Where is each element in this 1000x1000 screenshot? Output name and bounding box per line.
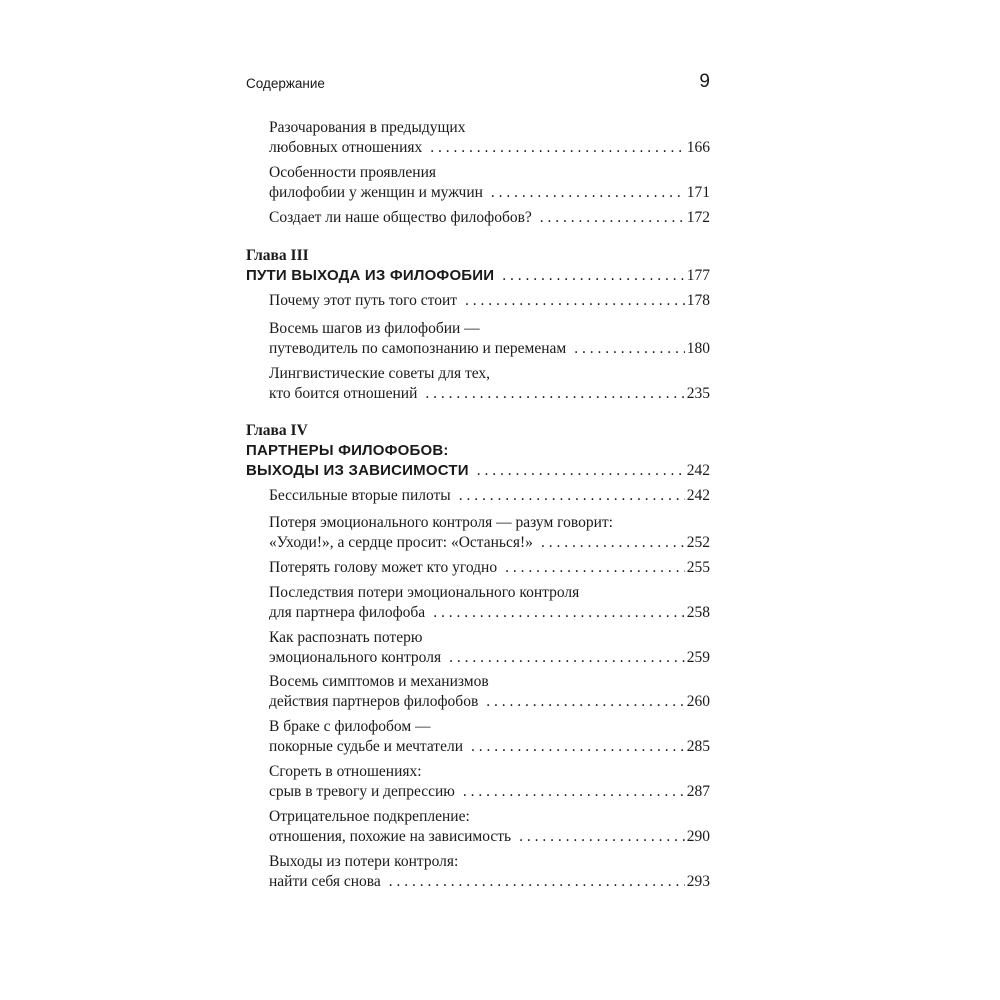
toc-entry[interactable]: Бессильные вторые пилоты . . . 242 (269, 485, 710, 507)
toc-entry-line1: Сгореть в отношениях: (269, 763, 422, 780)
leader-dots (541, 532, 685, 554)
toc-entry[interactable]: любовных отношениях . . . 166 (269, 137, 710, 159)
page-number: 9 (699, 71, 710, 92)
toc-entry-line1: Восемь симптомов и механизмов (269, 673, 489, 690)
toc-entry-line1: Последствия потери эмоционального контроля (269, 584, 580, 601)
leader-dots (491, 182, 685, 204)
toc-entry-line1: Особенности проявления (269, 164, 437, 181)
leader-dots (519, 826, 685, 848)
toc-page-number: 178 (686, 292, 710, 309)
leader-dots (540, 207, 685, 229)
toc-page-number: 166 (686, 139, 710, 156)
chapter-title[interactable]: ВЫХОДЫ ИЗ ЗАВИСИМОСТИ . . . 242 (246, 460, 710, 482)
toc-entry[interactable]: действия партнеров филофобов . . . 260 (269, 691, 710, 713)
toc-entry[interactable]: найти себя снова . . . 293 (269, 871, 710, 893)
toc-entry[interactable]: путеводитель по самопознанию и переменам . . . 180 (269, 338, 710, 360)
toc-entry-line1: Выходы из потери контроля: (269, 853, 459, 870)
toc-entry[interactable]: Создает ли наше общество филофобов? . . . 172 (269, 207, 710, 229)
toc-entry[interactable]: покорные судьбе и мечтатели . . . 285 (269, 736, 710, 758)
chapter-label: Глава IV (246, 422, 308, 439)
toc-entry-line1: Потеря эмоционального контроля — разум говорит: (269, 514, 613, 531)
leader-dots (449, 647, 685, 669)
toc-page-number: 171 (686, 184, 710, 201)
toc-page-number: 287 (686, 783, 710, 800)
leader-dots (471, 736, 685, 758)
toc-page-number: 242 (686, 487, 710, 504)
toc-entry[interactable]: «Уходи!», а сердце просит: «Останься!» . . . 252 (269, 532, 710, 554)
toc-entry-line1: Разочарования в предыдущих (269, 119, 466, 136)
leader-dots (425, 383, 684, 405)
leader-dots (433, 602, 685, 624)
toc-entry[interactable]: филофобии у женщин и мужчин . . . 171 (269, 182, 710, 204)
toc-page-number: 285 (686, 738, 710, 755)
leader-dots (574, 338, 685, 360)
toc-page-number: 290 (686, 828, 710, 845)
toc-entry-line1: Лингвистические советы для тех, (269, 365, 491, 382)
toc-entry[interactable]: срыв в тревогу и депрессию . . . 287 (269, 781, 710, 803)
toc-entry[interactable]: для партнера филофоба . . . 258 (269, 602, 710, 624)
leader-dots (389, 871, 685, 893)
toc-entry[interactable]: отношения, похожие на зависимость . . . 290 (269, 826, 710, 848)
toc-page-number: 293 (686, 873, 710, 890)
leader-dots (502, 265, 685, 287)
toc-page-number: 259 (686, 649, 710, 666)
toc-page-number: 177 (686, 267, 710, 284)
toc-entry[interactable]: Почему этот путь того стоит . . . 178 (269, 290, 710, 312)
toc-page-number: 252 (686, 534, 710, 551)
running-header-title: Содержание (246, 76, 325, 91)
leader-dots (477, 460, 685, 482)
toc-page-number: 258 (686, 604, 710, 621)
toc-page-number: 260 (686, 693, 710, 710)
leader-dots (486, 691, 684, 713)
chapter-title-line1: ПАРТНЕРЫ ФИЛОФОБОВ: (246, 442, 449, 459)
toc-page-number: 255 (686, 559, 710, 576)
leader-dots (465, 290, 685, 312)
toc-page-number: 180 (686, 340, 710, 357)
toc-entry[interactable]: Потерять голову может кто угодно . . . 255 (269, 557, 710, 579)
toc-page-number: 172 (686, 209, 710, 226)
chapter-label: Глава III (246, 247, 309, 264)
leader-dots (430, 137, 684, 159)
toc-entry-line1: Как распознать потерю (269, 629, 423, 646)
toc-entry-line1: В браке с филофобом — (269, 718, 431, 735)
toc-entry-line1: Восемь шагов из филофобии — (269, 320, 480, 337)
toc-entry-line1: Отрицательное подкрепление: (269, 808, 470, 825)
toc-entry[interactable]: эмоционального контроля . . . 259 (269, 647, 710, 669)
toc-page-number: 235 (686, 385, 710, 402)
toc-entry[interactable]: кто боится отношений . . . 235 (269, 383, 710, 405)
chapter-title[interactable]: ПУТИ ВЫХОДА ИЗ ФИЛОФОБИИ . . . 177 (246, 265, 710, 287)
leader-dots (505, 557, 685, 579)
leader-dots (463, 781, 685, 803)
toc-page-number: 242 (686, 462, 710, 479)
leader-dots (459, 485, 685, 507)
